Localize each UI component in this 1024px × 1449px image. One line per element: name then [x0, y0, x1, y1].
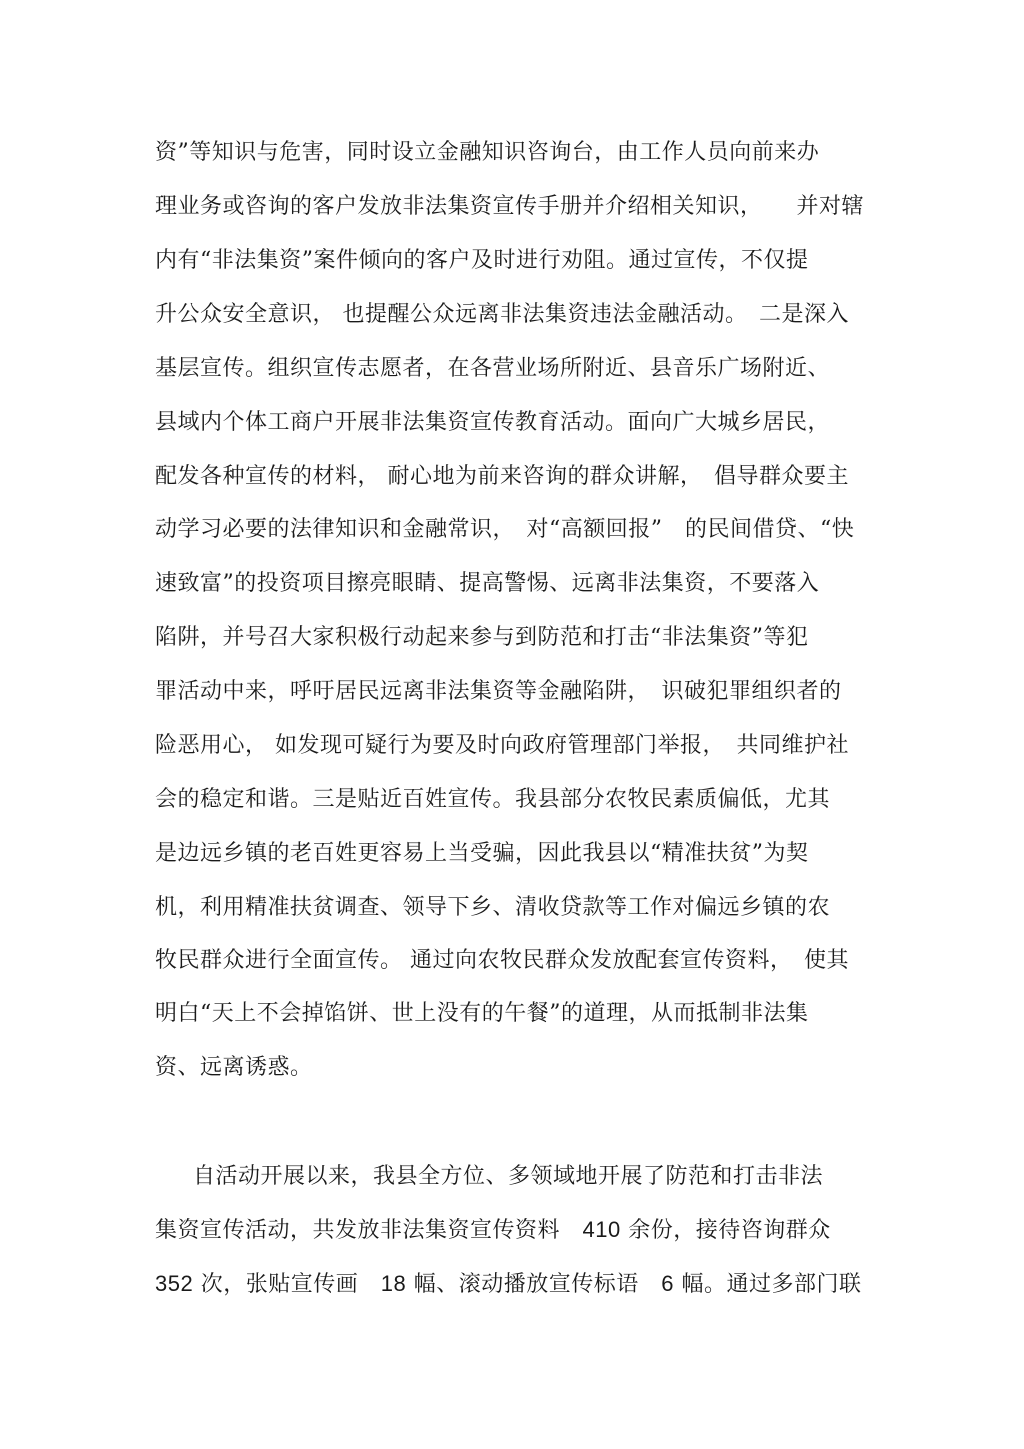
text-line [155, 1269, 861, 1300]
consultation-count: 352 [155, 1271, 194, 1296]
text-line: 机，利用精准扶贫调查、领导下乡、清收贷款等工作对偏远乡镇的农 [155, 895, 831, 920]
text-line: 明白“天上不会掉馅饼、世上没有的午餐”的道理，从而抵制非法集 [155, 1001, 809, 1026]
text-line: 基层宣传。组织宣传志愿者，在各营业场所附近、县音乐广场附近、 [155, 356, 831, 381]
text-segment: 集资宣传活动，共发放非法集资宣传资料 [155, 1218, 583, 1243]
text-line: 理业务或咨询的客户发放非法集资宣传手册并介绍相关知识， 并对辖 [155, 194, 865, 219]
text-segment: 幅、滚动播放宣传标语 [406, 1272, 662, 1297]
text-line: 动学习必要的法律知识和金融常识， 对“高额回报” 的民间借贷、“快 [155, 517, 855, 542]
text-line: 自活动开展以来，我县全方位、多领域地开展了防范和打击非法 [193, 1164, 824, 1189]
text-line: 牧民群众进行全面宣传。 通过向农牧民群众发放配套宣传资料， 使其 [155, 948, 849, 973]
poster-count: 18 [380, 1271, 407, 1296]
text-line: 升公众安全意识， 也提醒公众远离非法集资违法金融活动。 二是深入 [155, 302, 849, 327]
text-segment: 余份，接待咨询群众 [620, 1218, 831, 1243]
text-line: 资、远离诱惑。 [155, 1055, 313, 1080]
text-segment: 次，张贴宣传画 [193, 1272, 381, 1297]
text-line: 配发各种宣传的材料， 耐心地为前来咨询的群众讲解， 倡导群众要主 [155, 464, 849, 489]
text-line: 罪活动中来，呼吁居民远离非法集资等金融陷阱， 识破犯罪组织者的 [155, 679, 842, 704]
text-segment: 幅。通过多部门联 [673, 1272, 862, 1297]
text-line: 是边远乡镇的老百姓更容易上当受骗，因此我县以“精准扶贫”为契 [155, 841, 809, 866]
text-line: 险恶用心， 如发现可疑行为要及时向政府管理部门举报， 共同维护社 [155, 733, 849, 758]
text-line: 资”等知识与危害，同时设立金融知识咨询台，由工作人员向前来办 [155, 140, 820, 165]
materials-count: 410 [582, 1217, 621, 1242]
text-line [155, 1215, 831, 1246]
text-line: 速致富”的投资项目擦亮眼睛、提高警惕、远离非法集资，不要落入 [155, 571, 820, 596]
text-line: 内有“非法集资”案件倾向的客户及时进行劝阻。通过宣传，不仅提 [155, 248, 809, 273]
slogan-count: 6 [661, 1271, 674, 1296]
text-line: 县域内个体工商户开展非法集资宣传教育活动。面向广大城乡居民， [155, 410, 831, 435]
text-line: 会的稳定和谐。三是贴近百姓宣传。我县部分农牧民素质偏低，尤其 [155, 787, 831, 812]
text-line: 陷阱，并号召大家积极行动起来参与到防范和打击“非法集资”等犯 [155, 625, 809, 650]
